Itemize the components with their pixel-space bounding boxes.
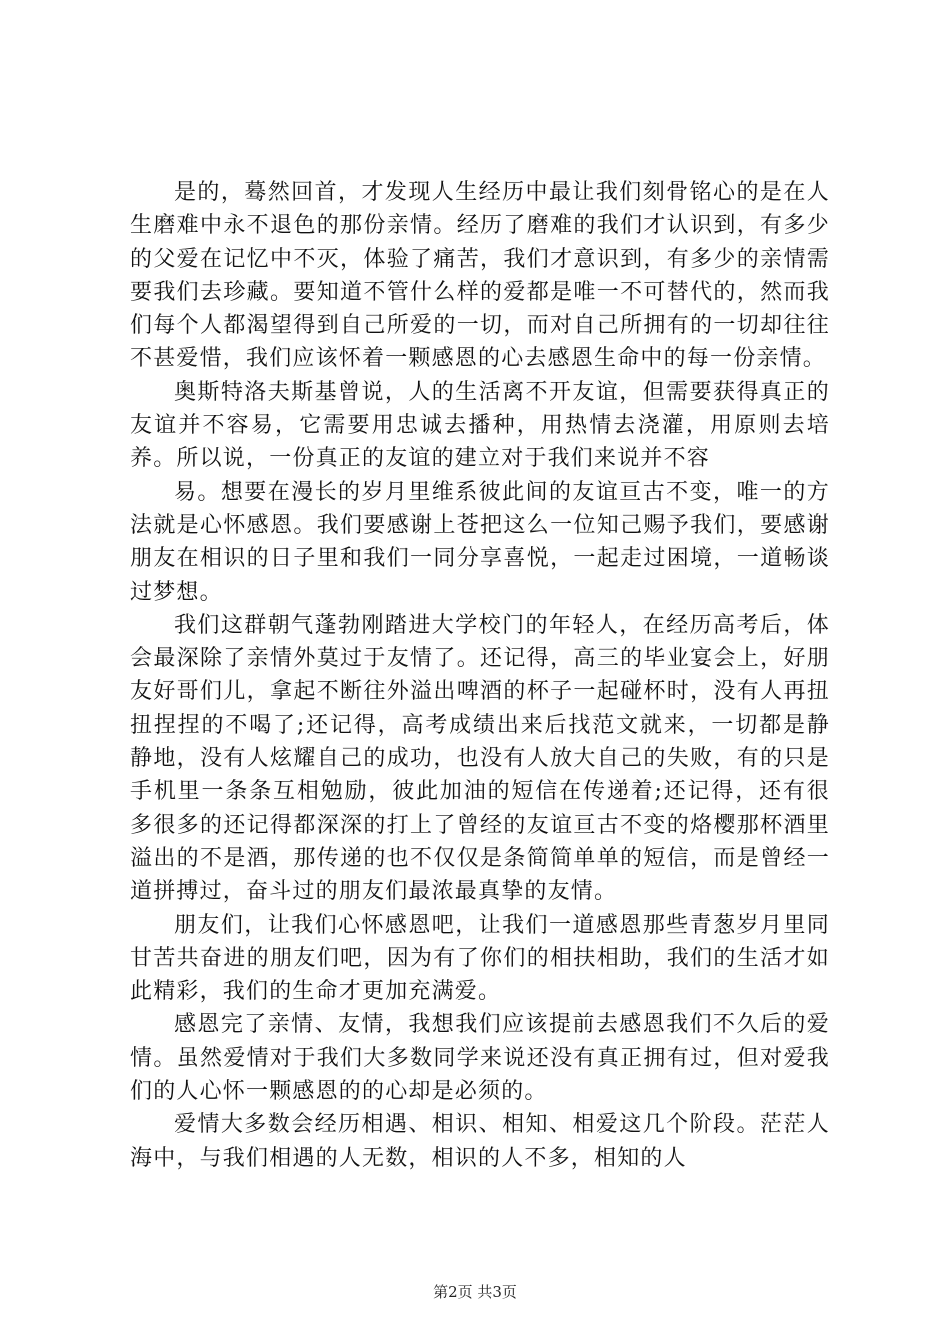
paragraph-friendship-gratitude: 易。想要在漫长的岁月里维系彼此间的友谊亘古不变，唯一的方法就是心怀感恩。我们要感谢上苍把这么一位知己赐予我们，要感谢朋友在相识的日子里和我们一同分享喜悦，一起走过困境，一道畅谈过梦想。	[130, 479, 830, 605]
paragraph-friendship-quote: 奥斯特洛夫斯基曾说，人的生活离不开友谊，但需要获得真正的友谊并不容易，它需要用忠诚去播种，用热情去浇灌，用原则去培养。所以说，一份真正的友谊的建立对于我们来说并不容	[130, 379, 830, 472]
paragraph-love-intro: 感恩完了亲情、友情，我想我们应该提前去感恩我们不久后的爱情。虽然爱情对于我们大多数同学来说还没有真正拥有过，但对爱我们的人心怀一颗感恩的的心却是必须的。	[130, 1012, 830, 1105]
page-number-footer: 第2页 共3页	[433, 1283, 517, 1301]
paragraph-family-love: 是的，蓦然回首，才发现人生经历中最让我们刻骨铭心的是在人生磨难中永不退色的那份亲情。经历了磨难的我们才认识到，有多少的父爱在记忆中不灭，体验了痛苦，我们才意识到，有多少的亲情需要我们去珍藏。要知道不管什么样的爱都是唯一不可替代的，然而我们每个人都渴望得到自己所爱的一切，而对自己所拥有的一切却往往不甚爱惜，我们应该怀着一颗感恩的心去感恩生命中的每一份亲情。	[130, 180, 830, 372]
document-body	[130, 176, 830, 1175]
paragraph-friends-appeal: 朋友们，让我们心怀感恩吧，让我们一道感恩那些青葱岁月里同甘苦共奋进的朋友们吧，因为有了你们的相扶相助，我们的生活才如此精彩，我们的生命才更加充满爱。	[130, 912, 830, 1005]
paragraph-gaokao-memories: 我们这群朝气蓬勃刚踏进大学校门的年轻人，在经历高考后，体会最深除了亲情外莫过于友情了。还记得，高三的毕业宴会上，好朋友好哥们儿，拿起不断往外溢出啤酒的杯子一起碰杯时，没有人再扭扭捏捏的不喝了;还记得，高考成绩出来后找范文就来，一切都是静静地，没有人炫耀自己的成功，也没有人放大自己的失败，有的只是手机里一条条互相勉励，彼此加油的短信在传递着;还记得，还有很多很多的还记得都深深的打上了曾经的友谊亘古不变的烙樱那杯酒里溢出的不是酒，那传递的也不仅仅是条简简单单的短信，而是曾经一道拼搏过，奋斗过的朋友们最浓最真挚的友情。	[130, 612, 830, 905]
paragraph-love-stages: 爱情大多数会经历相遇、相识、相知、相爱这几个阶段。茫茫人海中，与我们相遇的人无数，相识的人不多，相知的人	[130, 1112, 830, 1171]
